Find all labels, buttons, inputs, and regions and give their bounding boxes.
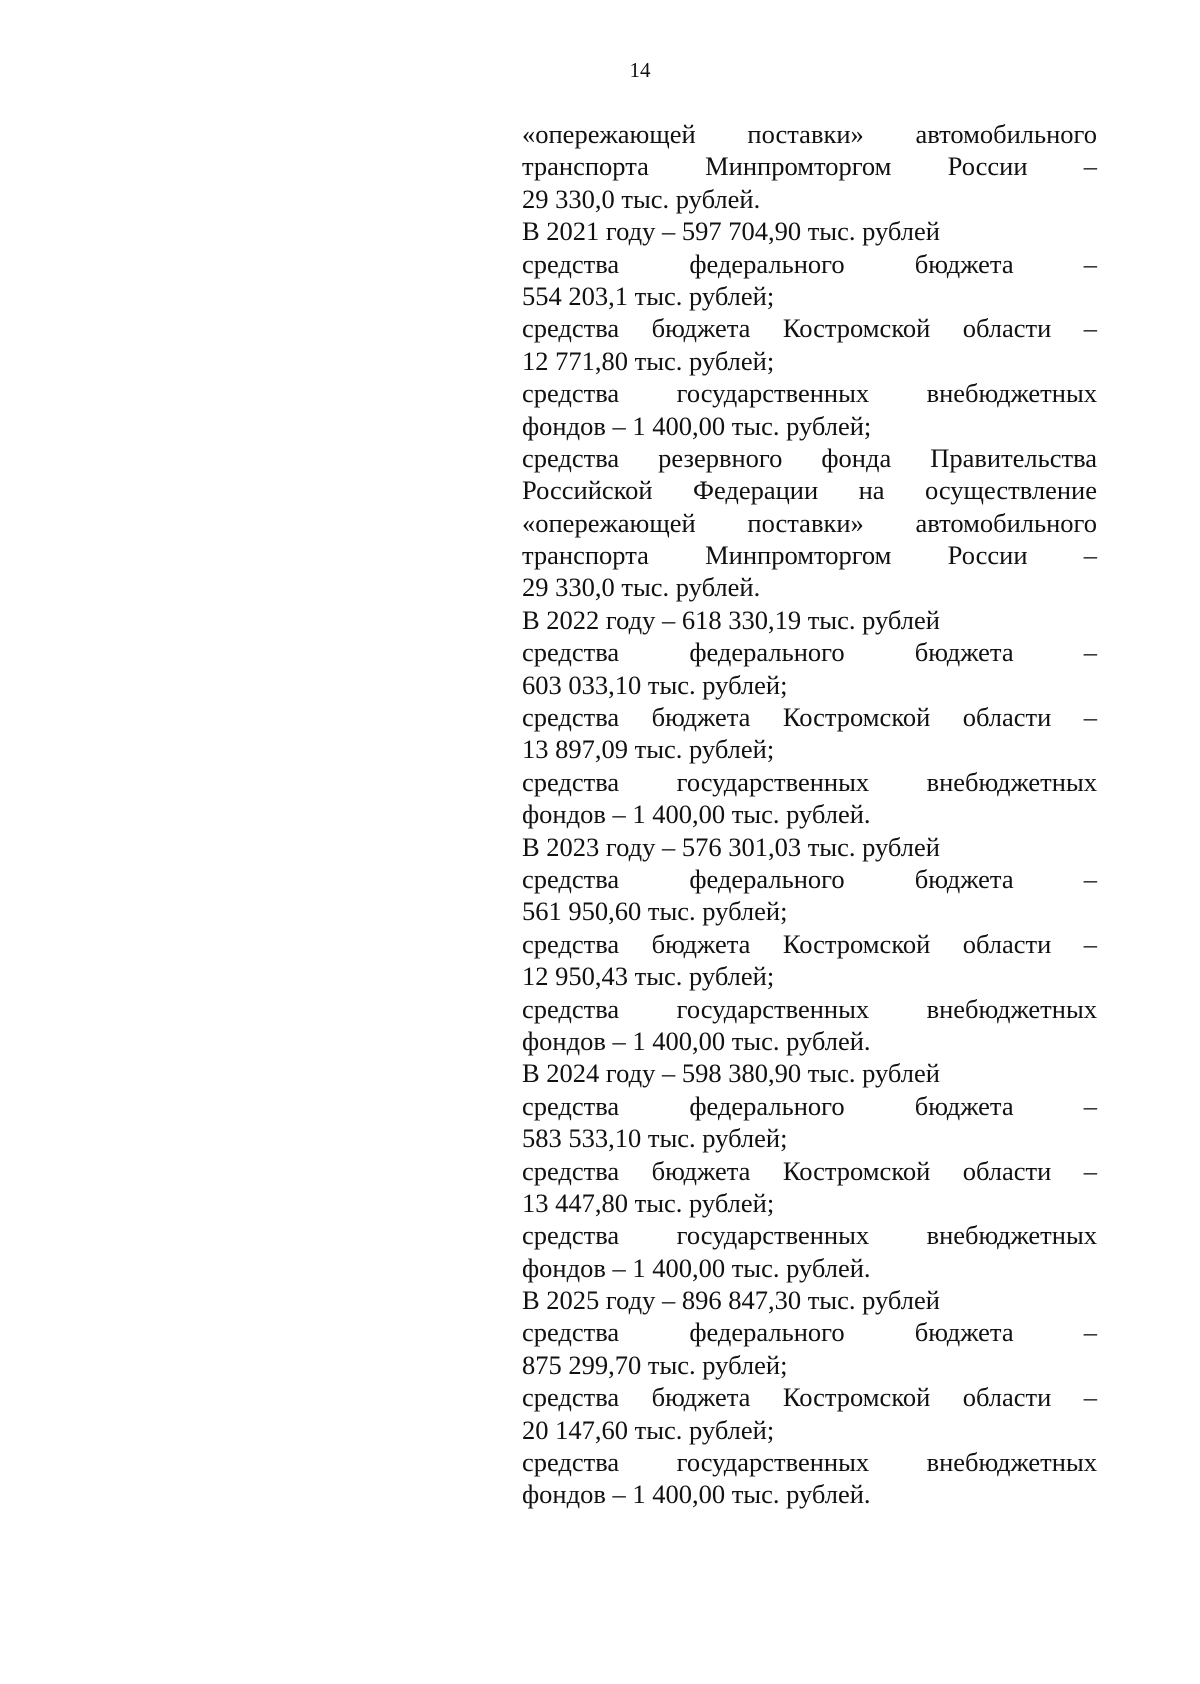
document-text-column (522, 118, 1097, 1511)
text-line: средства бюджета Костромской области – (522, 313, 1097, 344)
text-line: средства государственных внебюджетных (522, 378, 1097, 409)
text-line: 603 033,10 тыс. рублей; (522, 669, 788, 700)
text-line: 29 330,0 тыс. рублей. (522, 572, 761, 603)
text-line: средства резервного фонда Правительства (522, 442, 1097, 473)
text-line: 12 950,43 тыс. рублей; (522, 961, 775, 992)
text-line: средства бюджета Костромской области – (522, 1382, 1097, 1413)
text-line: транспорта Минпромторгом России – (522, 151, 1097, 182)
text-line: 29 330,0 тыс. рублей. (522, 183, 761, 214)
text-line: средства федерального бюджета – (522, 1317, 1097, 1348)
text-line: 583 533,10 тыс. рублей; (522, 1123, 788, 1154)
text-line: фондов – 1 400,00 тыс. рублей. (522, 1479, 871, 1510)
page-number: 14 (629, 58, 651, 82)
text-line: средства бюджета Костромской области – (522, 928, 1097, 959)
text-line: фондов – 1 400,00 тыс. рублей. (522, 1252, 871, 1283)
text-line: В 2024 году – 598 380,90 тыс. рублей (522, 1058, 940, 1089)
text-line: «опережающей поставки» автомобильного (522, 119, 1097, 149)
text-line: средства бюджета Костромской области – (522, 1155, 1097, 1186)
text-line: фондов – 1 400,00 тыс. рублей; (522, 410, 872, 441)
text-line: средства государственных внебюджетных (522, 1447, 1097, 1478)
text-line: 20 147,60 тыс. рублей; (522, 1414, 775, 1445)
text-line: средства бюджета Костромской области – (522, 702, 1097, 733)
text-line: 554 203,1 тыс. рублей; (522, 280, 775, 311)
text-line: средства государственных внебюджетных (522, 993, 1097, 1024)
text-line: средства федерального бюджета – (522, 863, 1097, 894)
text-line: фондов – 1 400,00 тыс. рублей. (522, 799, 871, 830)
text-line: Российской Федерации на осуществление (522, 475, 1097, 506)
text-line: средства государственных внебюджетных (522, 766, 1097, 797)
text-line: 13 897,09 тыс. рублей; (522, 734, 775, 765)
text-line: 12 771,80 тыс. рублей; (522, 345, 775, 376)
text-line: 13 447,80 тыс. рублей; (522, 1187, 775, 1218)
text-line: В 2021 году – 597 704,90 тыс. рублей (522, 216, 940, 247)
text-line: средства федерального бюджета – (522, 1090, 1097, 1121)
text-line: «опережающей поставки» автомобильного (522, 507, 1097, 538)
text-line: В 2022 году – 618 330,19 тыс. рублей (522, 604, 940, 635)
text-line: средства государственных внебюджетных (522, 1220, 1097, 1251)
text-line: В 2025 году – 896 847,30 тыс. рублей (522, 1285, 940, 1316)
text-line: 561 950,60 тыс. рублей; (522, 896, 788, 927)
text-line: средства федерального бюджета – (522, 637, 1097, 668)
text-line: В 2023 году – 576 301,03 тыс. рублей (522, 831, 940, 862)
text-line: средства федерального бюджета – (522, 248, 1097, 279)
text-line: 875 299,70 тыс. рублей; (522, 1349, 788, 1380)
text-line: фондов – 1 400,00 тыс. рублей. (522, 1025, 871, 1056)
text-line: транспорта Минпромторгом России – (522, 540, 1097, 571)
